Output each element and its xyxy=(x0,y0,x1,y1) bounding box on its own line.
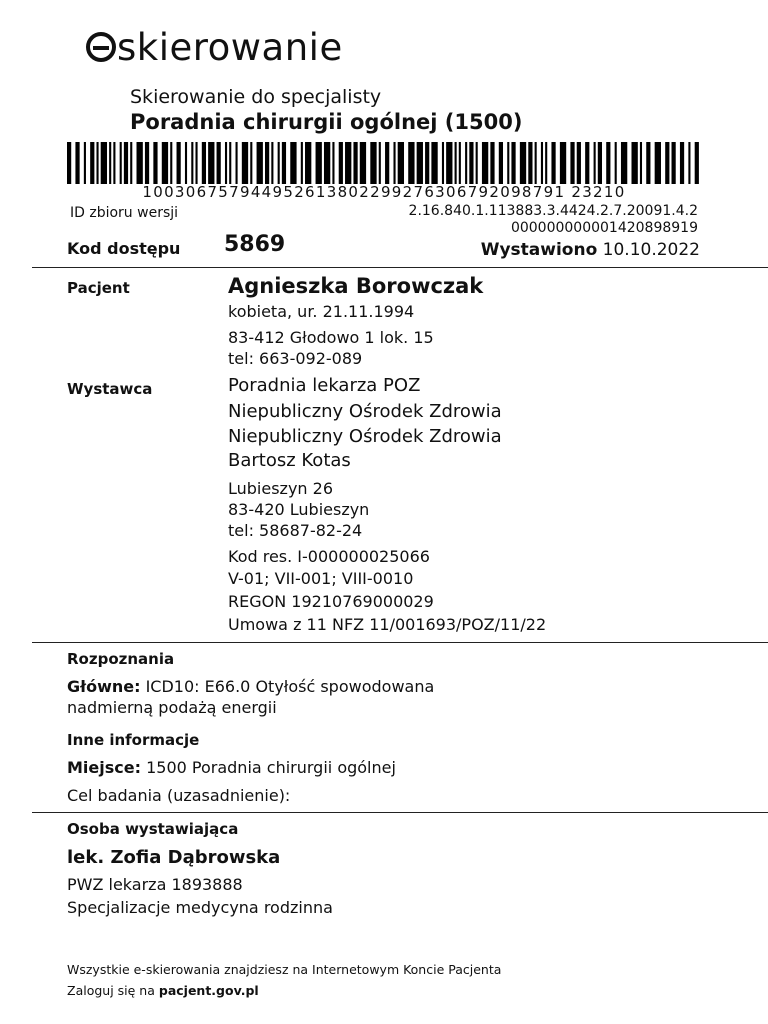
barcode-bar xyxy=(665,142,669,184)
patient-phone: tel: 663-092-089 xyxy=(228,349,363,368)
issuer-line: Bartosz Kotas xyxy=(228,450,351,471)
version-id-value xyxy=(278,203,698,237)
patient-portal-link[interactable]: pacjent.gov.pl xyxy=(158,983,259,998)
barcode-bar xyxy=(672,142,676,184)
version-id-label: ID zbioru wersji xyxy=(70,205,179,221)
barcode-bar xyxy=(393,142,395,184)
barcode-bar xyxy=(655,142,661,184)
issuer-code-line: Kod res. I-000000025066 xyxy=(228,547,430,566)
issuer-address-line: Lubieszyn 26 xyxy=(228,479,334,498)
barcode-bar xyxy=(145,142,149,184)
barcode-bar xyxy=(324,142,330,184)
barcode-bar xyxy=(379,142,381,184)
patient-name: Agnieszka Borowczak xyxy=(228,274,484,298)
exam-purpose: Cel badania (uzasadnienie): xyxy=(67,786,291,805)
barcode-bar xyxy=(191,142,193,184)
barcode-bar xyxy=(84,142,86,184)
issuer-line: Niepubliczny Ośrodek Zdrowia xyxy=(228,401,502,422)
barcode-bar xyxy=(202,142,206,184)
diagnosis-main-value: ICD10: E66.0 Otyłość spowodowana xyxy=(145,677,435,696)
barcode-bar xyxy=(195,142,197,184)
issuing-person-heading: Osoba wystawiająca xyxy=(67,820,239,838)
barcode-bar xyxy=(217,142,221,184)
issue-date-value: 10.10.2022 xyxy=(602,240,700,260)
footer-login xyxy=(67,983,259,998)
issuer-address-line: 83-420 Lubieszyn xyxy=(228,500,370,519)
barcode-bar xyxy=(570,142,574,184)
barcode-bar xyxy=(250,142,252,184)
barcode-bar xyxy=(541,142,543,184)
footer-login-prefix: Zaloguj się na xyxy=(67,983,155,998)
barcode-bar xyxy=(385,142,389,184)
barcode-bar xyxy=(137,142,143,184)
barcode-bar xyxy=(594,142,596,184)
barcode-bar xyxy=(520,142,526,184)
issuer-contract: Umowa z 11 NFZ 11/001693/POZ/11/22 xyxy=(228,615,547,634)
barcode-bar xyxy=(370,142,376,184)
barcode-bar xyxy=(229,142,231,184)
diagnosis-heading: Rozpoznania xyxy=(67,650,175,668)
barcode-bar xyxy=(67,142,71,184)
doctor-pwz: PWZ lekarza 1893888 xyxy=(67,875,243,894)
barcode-bar xyxy=(162,142,168,184)
doctor-specialization: Specjalizacje medycyna rodzinna xyxy=(67,898,333,917)
barcode-bar xyxy=(278,142,280,184)
issuer-phone: tel: 58687-82-24 xyxy=(228,521,363,540)
barcode-bar xyxy=(442,142,444,184)
other-info-heading: Inne informacje xyxy=(67,731,200,749)
access-code-value: 5869 xyxy=(224,232,286,257)
barcode-bar xyxy=(455,142,457,184)
place-value: 1500 Poradnia chirurgii ogólnej xyxy=(146,758,396,777)
barcode-bar xyxy=(96,142,98,184)
issuer-label: Wystawca xyxy=(67,380,153,398)
divider xyxy=(32,812,768,813)
barcode-bar xyxy=(688,142,690,184)
barcode-bar xyxy=(75,142,79,184)
barcode-bar xyxy=(124,142,128,184)
barcode-bar xyxy=(528,142,532,184)
eskierowanie-logo xyxy=(86,26,343,69)
barcode-bar xyxy=(680,142,684,184)
barcode-bar xyxy=(242,142,248,184)
barcode-bar xyxy=(109,142,111,184)
issuer-line: Niepubliczny Ośrodek Zdrowia xyxy=(228,426,502,447)
patient-label: Pacjent xyxy=(67,279,130,297)
barcode-bar xyxy=(265,142,269,184)
barcode-bar xyxy=(490,142,494,184)
barcode-bar xyxy=(640,142,642,184)
barcode-bar xyxy=(301,142,303,184)
barcode-bar xyxy=(353,142,357,184)
barcode-bar xyxy=(208,142,214,184)
barcode-bar xyxy=(507,142,509,184)
barcode-bar xyxy=(282,142,286,184)
barcode-bar xyxy=(332,142,334,184)
patient-details: kobieta, ur. 21.11.1994 xyxy=(228,302,415,321)
barcode-bar xyxy=(113,142,115,184)
barcode-bar xyxy=(185,142,187,184)
barcode-bar xyxy=(482,142,488,184)
barcode-bar xyxy=(535,142,537,184)
barcode-bar xyxy=(606,142,610,184)
barcode-bar xyxy=(695,142,699,184)
barcode-bar xyxy=(469,142,473,184)
divider xyxy=(32,642,768,643)
barcode-bar xyxy=(585,142,589,184)
issuer-regon: REGON 19210769000029 xyxy=(228,592,434,611)
barcode-bar xyxy=(560,142,566,184)
barcode-bar xyxy=(339,142,343,184)
barcode-bar xyxy=(170,142,172,184)
barcode-bar xyxy=(545,142,547,184)
barcode-bar xyxy=(101,142,107,184)
logo-text: skierowanie xyxy=(117,26,343,69)
footer-info: Wszystkie e-skierowania znajdziesz na Internetowym Koncie Pacjenta xyxy=(67,962,502,977)
version-id-line1: 2.16.840.1.113883.3.4424.2.7.20091.4.2 xyxy=(408,203,698,219)
barcode-bar xyxy=(476,142,478,184)
barcode-bar xyxy=(360,142,366,184)
barcode-bar xyxy=(465,142,467,184)
barcode-bar xyxy=(499,142,503,184)
barcode-bar xyxy=(551,142,555,184)
issue-date-label: Wystawiono xyxy=(480,240,598,260)
barcode-bar xyxy=(305,142,311,184)
barcode-bar xyxy=(120,142,122,184)
barcode-bar xyxy=(290,142,296,184)
barcode-bar xyxy=(153,142,157,184)
patient-address: 83-412 Głodowo 1 lok. 15 xyxy=(228,328,434,347)
barcode-bar xyxy=(316,142,322,184)
issuer-line: Poradnia lekarza POZ xyxy=(228,375,421,396)
barcode-bar xyxy=(271,142,273,184)
barcode-bar xyxy=(459,142,461,184)
barcode-bar xyxy=(408,142,414,184)
barcode-bar xyxy=(446,142,452,184)
issuer-code-line: V-01; VII-001; VIII-0010 xyxy=(228,569,414,588)
barcode-bar xyxy=(398,142,404,184)
barcode xyxy=(67,142,701,184)
barcode-bar xyxy=(345,142,351,184)
document-subtitle: Skierowanie do specjalisty xyxy=(130,86,382,108)
diagnosis-main-continued: nadmierną podażą energii xyxy=(67,698,277,717)
issue-date xyxy=(481,240,700,260)
barcode-bar xyxy=(90,142,94,184)
document-title: Poradnia chirurgii ogólnej (1500) xyxy=(130,110,523,134)
barcode-bar xyxy=(425,142,429,184)
barcode-bar xyxy=(417,142,423,184)
barcode-number: 100306757944952613802299276306792098791 23210 xyxy=(142,183,626,201)
barcode-bar xyxy=(177,142,181,184)
barcode-bar xyxy=(646,142,650,184)
barcode-bar xyxy=(577,142,581,184)
barcode-bar xyxy=(621,142,627,184)
version-id-line2: 000000000001420898919 xyxy=(510,220,698,236)
barcode-bar xyxy=(225,142,227,184)
diagnosis-main xyxy=(67,677,434,696)
barcode-bar xyxy=(631,142,637,184)
divider xyxy=(32,267,768,268)
place-label: Miejsce: xyxy=(67,758,141,777)
place xyxy=(67,758,396,777)
access-code-label: Kod dostępu xyxy=(67,239,181,258)
barcode-bar xyxy=(236,142,238,184)
doctor-name: lek. Zofia Dąbrowska xyxy=(67,847,281,868)
barcode-bar xyxy=(130,142,132,184)
barcode-bar xyxy=(431,142,437,184)
barcode-bar xyxy=(511,142,515,184)
diagnosis-main-label: Główne: xyxy=(67,677,141,696)
e-logo-icon xyxy=(86,32,116,62)
barcode-bar xyxy=(598,142,602,184)
barcode-bar xyxy=(615,142,617,184)
barcode-bar xyxy=(257,142,263,184)
